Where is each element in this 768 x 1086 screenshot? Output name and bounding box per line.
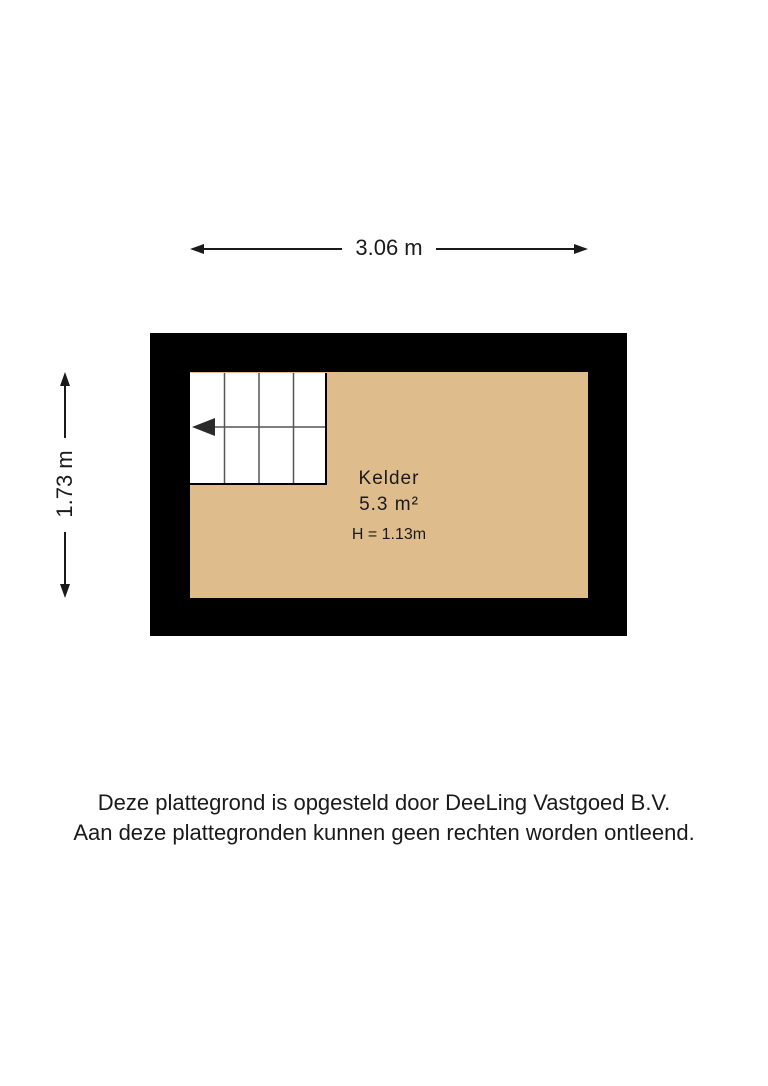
room-ceiling-height: H = 1.13m <box>351 526 427 543</box>
width-dimension-label: 3.06 m <box>355 235 423 260</box>
footer-line-1: Deze plattegrond is opgesteld door DeeLing Vastgoed B.V. <box>97 790 671 815</box>
room-area: 5.3 m² <box>359 494 419 515</box>
height-dimension-label: 1.73 m <box>52 450 77 518</box>
footer-line-2: Aan deze plattegronden kunnen geen rechten worden ontleend. <box>73 820 695 845</box>
room-name: Kelder <box>358 468 420 489</box>
width-dimension <box>190 235 588 260</box>
height-dimension <box>54 372 76 598</box>
